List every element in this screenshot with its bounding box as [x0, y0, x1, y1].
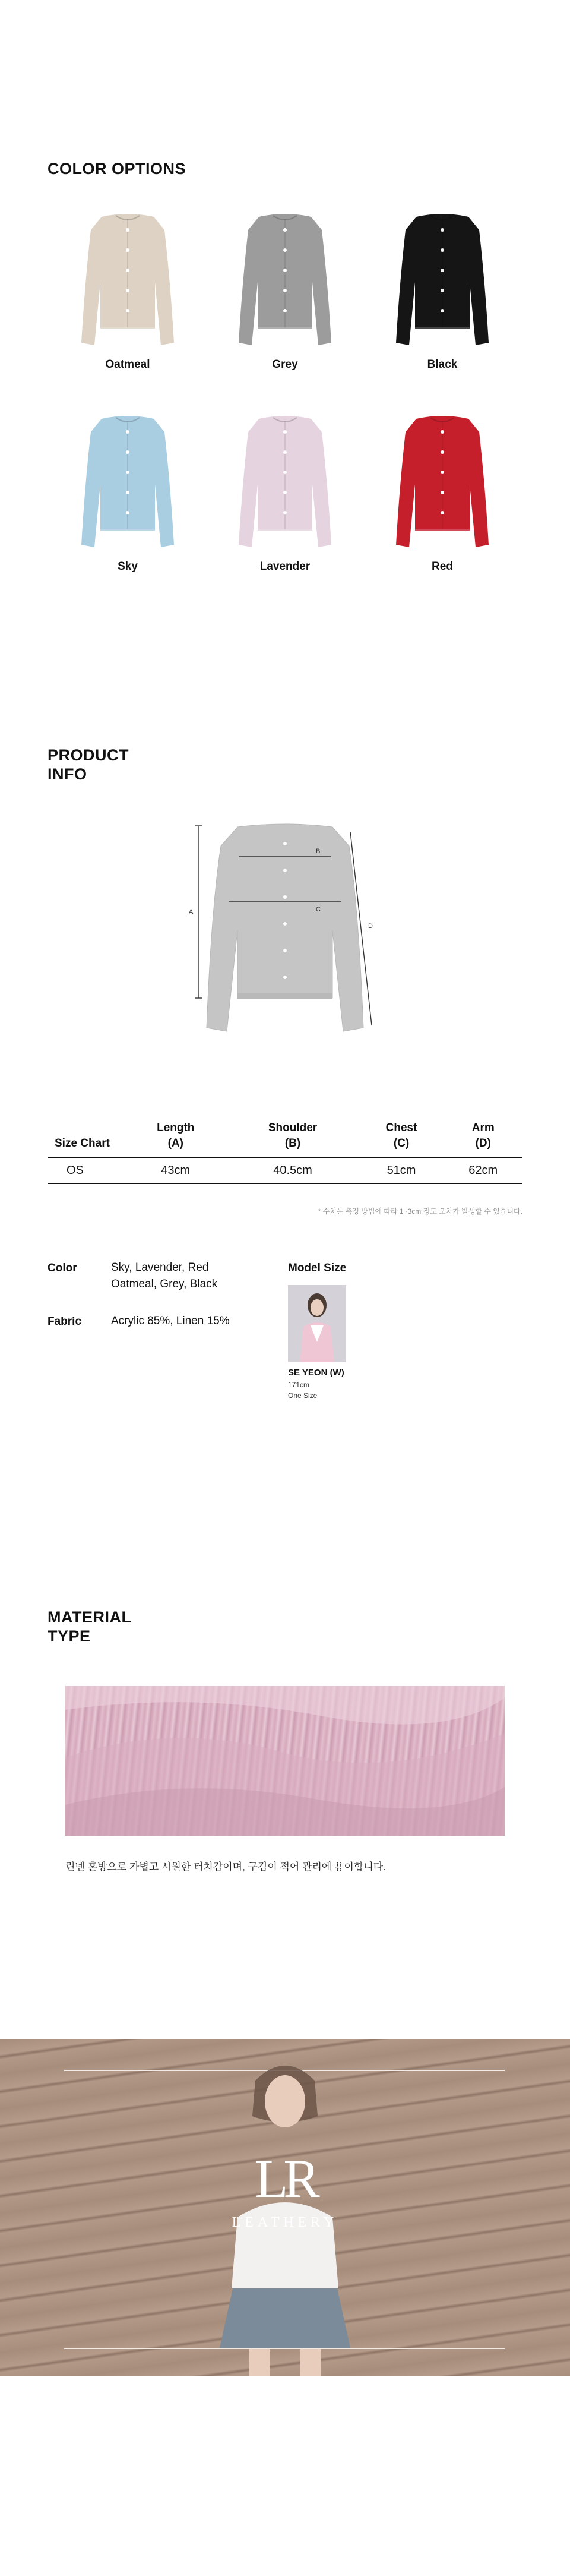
fabric-spec-label: Fabric [48, 1315, 82, 1328]
product-info-title [48, 746, 129, 784]
color-option-label: Black [427, 358, 458, 371]
fabric-spec-value: Acrylic 85%, Linen 15% [111, 1315, 230, 1327]
logo-wordmark: LEATHERY [232, 2215, 338, 2230]
shoulder-cell: 40.5cm [227, 1158, 359, 1183]
color-spec-line1: Sky, Lavender, Red [111, 1261, 209, 1274]
brand-logo [226, 2146, 344, 2231]
color-option [74, 413, 181, 573]
size-chart-header-row [48, 1120, 522, 1158]
brand-banner [0, 2039, 570, 2376]
diagram-label-a: A [189, 908, 194, 916]
material-closeup-image [65, 1686, 505, 1836]
size-chart-table [48, 1120, 522, 1184]
length-cell: 43cm [125, 1158, 227, 1183]
column-shoulder: Shoulder (B) [268, 1122, 318, 1150]
chest-cell: 51cm [359, 1158, 444, 1183]
size-chart-header: Size Chart [55, 1137, 110, 1150]
color-spec-value [111, 1259, 217, 1293]
color-option-label: Sky [118, 560, 138, 573]
color-option [232, 413, 338, 573]
logo-monogram: LR [255, 2148, 315, 2209]
cardigan-image [389, 211, 496, 348]
column-arm: Arm (D) [471, 1122, 495, 1150]
product-info-title-line1: PRODUCT [48, 746, 129, 764]
color-option [232, 211, 338, 371]
color-options-title: COLOR OPTIONS [48, 160, 186, 178]
arm-cell: 62cm [444, 1158, 522, 1183]
color-option [389, 211, 496, 371]
measurement-diagram [190, 820, 380, 1040]
color-spec-line2: Oatmeal, Grey, Black [111, 1278, 218, 1290]
color-option [389, 413, 496, 573]
column-length: Length (A) [157, 1122, 195, 1150]
material-description: 린넨 혼방으로 가볍고 시원한 터치감이며, 구김이 적어 관리에 용이합니다. [65, 1861, 386, 1873]
diagram-garment [207, 824, 363, 1031]
cardigan-image [74, 211, 181, 348]
diagram-label-d: D [368, 923, 373, 930]
diagram-label-c: C [316, 906, 321, 913]
color-option-label: Grey [272, 358, 298, 371]
model-height: 171cm [288, 1381, 310, 1389]
material-title-line2: TYPE [48, 1627, 91, 1645]
model-wear-size: One Size [288, 1391, 318, 1400]
color-option-label: Lavender [259, 560, 311, 573]
size-chart-note: * 수치는 측정 방법에 따라 1~3cm 정도 오차가 발생할 수 있습니다. [318, 1207, 522, 1216]
model-photo [288, 1285, 346, 1362]
model-name: SE YEON (W) [288, 1368, 344, 1378]
cardigan-image [232, 413, 338, 550]
cardigan-image [232, 211, 338, 348]
color-spec-label: Color [48, 1262, 77, 1274]
color-option-label: Red [432, 560, 453, 573]
color-option [74, 211, 181, 371]
table-row [48, 1158, 522, 1183]
model-size-title: Model Size [288, 1262, 347, 1274]
cardigan-image [389, 413, 496, 550]
banner-bottom-rule [64, 2348, 505, 2349]
size-cell: OS [48, 1158, 125, 1183]
material-title-line1: MATERIAL [48, 1608, 132, 1626]
color-option-label: Oatmeal [105, 358, 150, 371]
material-type-title [48, 1608, 131, 1646]
cardigan-image [74, 413, 181, 550]
column-chest: Chest (C) [385, 1122, 417, 1150]
diagram-label-b: B [316, 848, 321, 855]
product-info-title-line2: INFO [48, 765, 87, 783]
